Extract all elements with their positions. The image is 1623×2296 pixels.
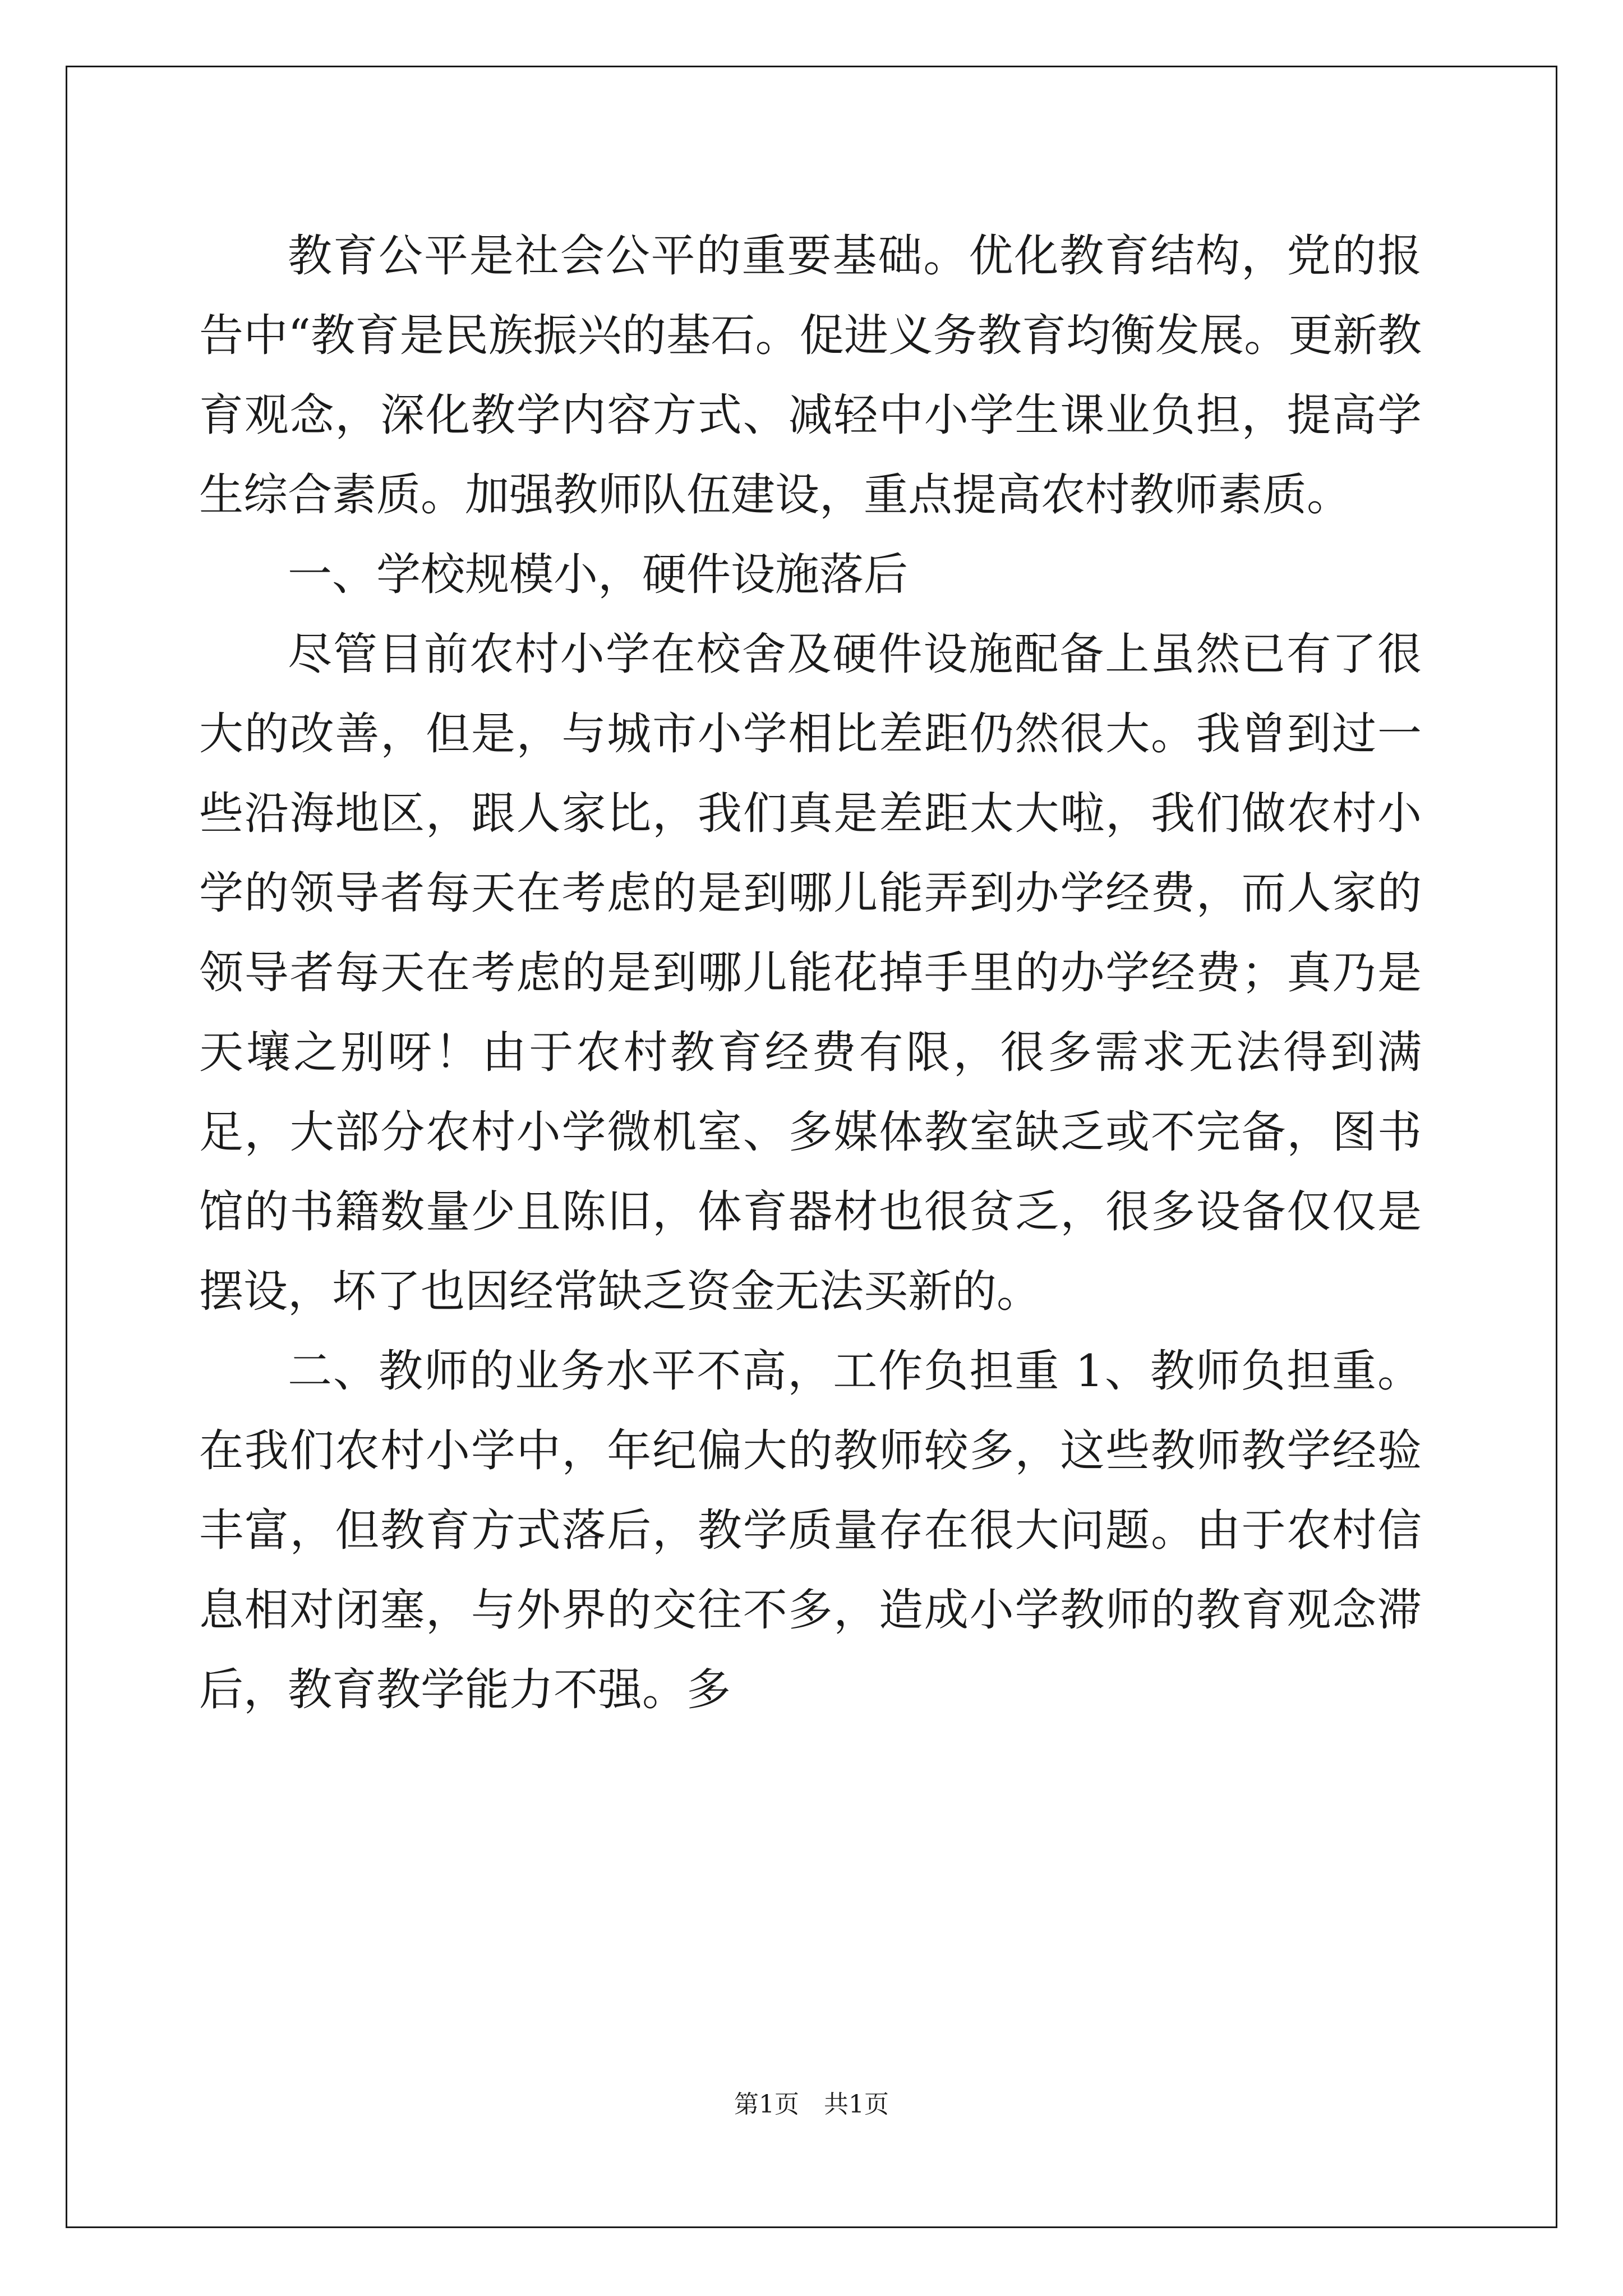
paragraph-section-1: 尽管目前农村小学在校舍及硬件设施配备上虽然已有了很大的改善，但是，与城市小学相比差距仍然很大。我曾到过一些沿海地区，跟人家比，我们真是差距太大啦，我们做农村小学的领导者每天在考虑的是到哪儿能弄到办学经费，而人家的领导者每天在考虑的是到哪儿能花掉手里的办学经费；真乃是天壤之别呀！由于农村教育经费有限，很多需求无法得到满足，大部分农村小学微机室、多媒体教室缺乏或不完备，图书馆的书籍数量少且陈旧，体育器材也很贫乏，很多设备仅仅是摆设，坏了也因经常缺乏资金无法买新的。	[199, 628, 1422, 1317]
document-body	[199, 216, 1422, 1729]
page-footer: 第1页 共1页	[734, 2090, 889, 2119]
paragraph-intro: 教育公平是社会公平的重要基础。优化教育结构，党的报告中“教育是民族振兴的基石。促进义务教育均衡发展。更新教育观念，深化教学内容方式、减轻中小学生课业负担，提高学生综合素质。加强教师队伍建设，重点提高农村教师素质。	[199, 230, 1422, 521]
section-heading-1: 一、学校规模小，硬件设施落后	[288, 549, 908, 600]
paragraph-section-2: 二、教师的业务水平不高，工作负担重 1、教师负担重。在我们农村小学中，年纪偏大的教师较多，这些教师教学经验丰富，但教育方式落后，教学质量存在很大问题。由于农村信息相对闭塞，与外界的交往不多，造成小学教师的教育观念滞后，教育教学能力不强。多	[199, 1345, 1422, 1715]
